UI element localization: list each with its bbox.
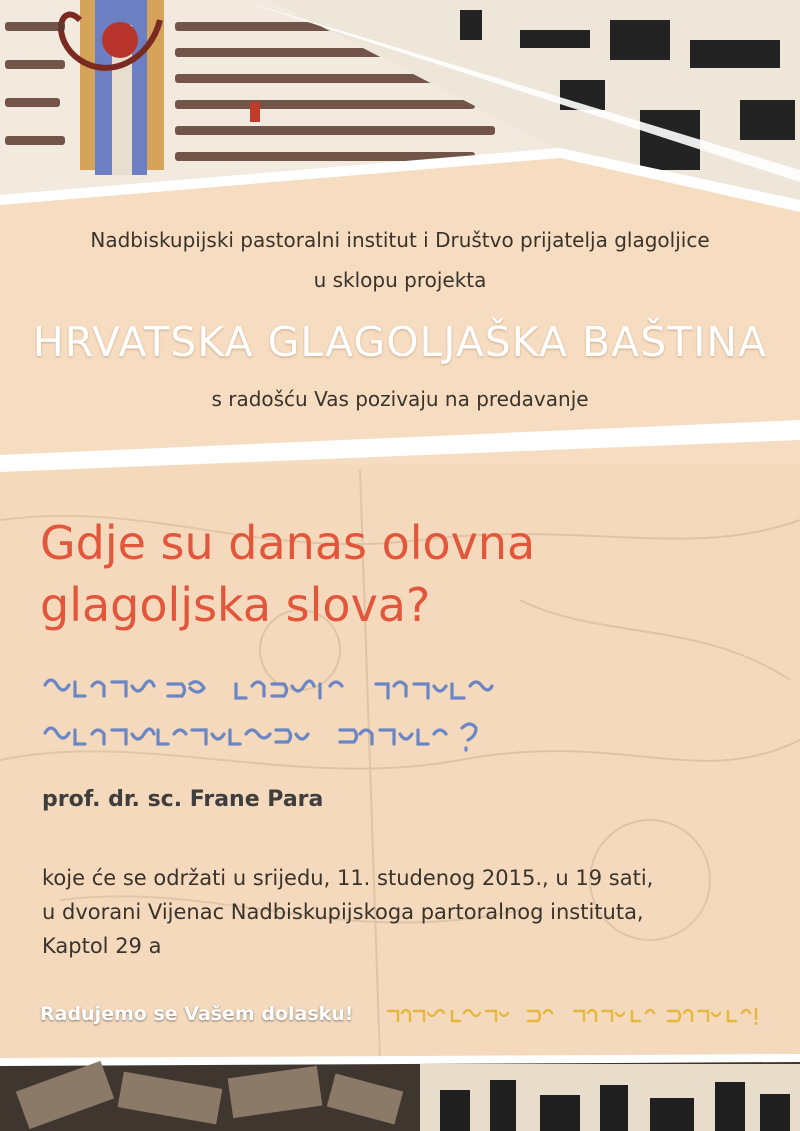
- printing-type-photo-strip: [0, 1054, 800, 1131]
- lecture-title-line-2: glagoljska slova?: [40, 578, 431, 632]
- invitation-text: s radošću Vas pozivaju na predavanje: [211, 387, 589, 411]
- project-title: HRVATSKA GLAGOLJAŠKA BAŠTINA: [32, 318, 768, 366]
- event-address: Kaptol 29 a: [42, 934, 162, 958]
- event-venue: u dvorani Vijenac Nadbiskupijskoga partoralnog instituta,: [42, 900, 644, 924]
- lecturer-name: prof. dr. sc. Frane Para: [42, 787, 324, 812]
- organizers-text: Nadbiskupijski pastoralni institut i Društvo prijatelja glagoljice: [90, 228, 710, 252]
- closing-message: Radujemo se Vašem dolasku!: [40, 1003, 354, 1025]
- project-intro-text: u sklopu projekta: [313, 268, 487, 292]
- event-date-time: koje će se održati u srijedu, 11. studenog 2015., u 19 sati,: [42, 866, 654, 890]
- lecture-title-line-1: Gdje su danas olovna: [40, 516, 536, 570]
- lecture-title: [40, 512, 535, 636]
